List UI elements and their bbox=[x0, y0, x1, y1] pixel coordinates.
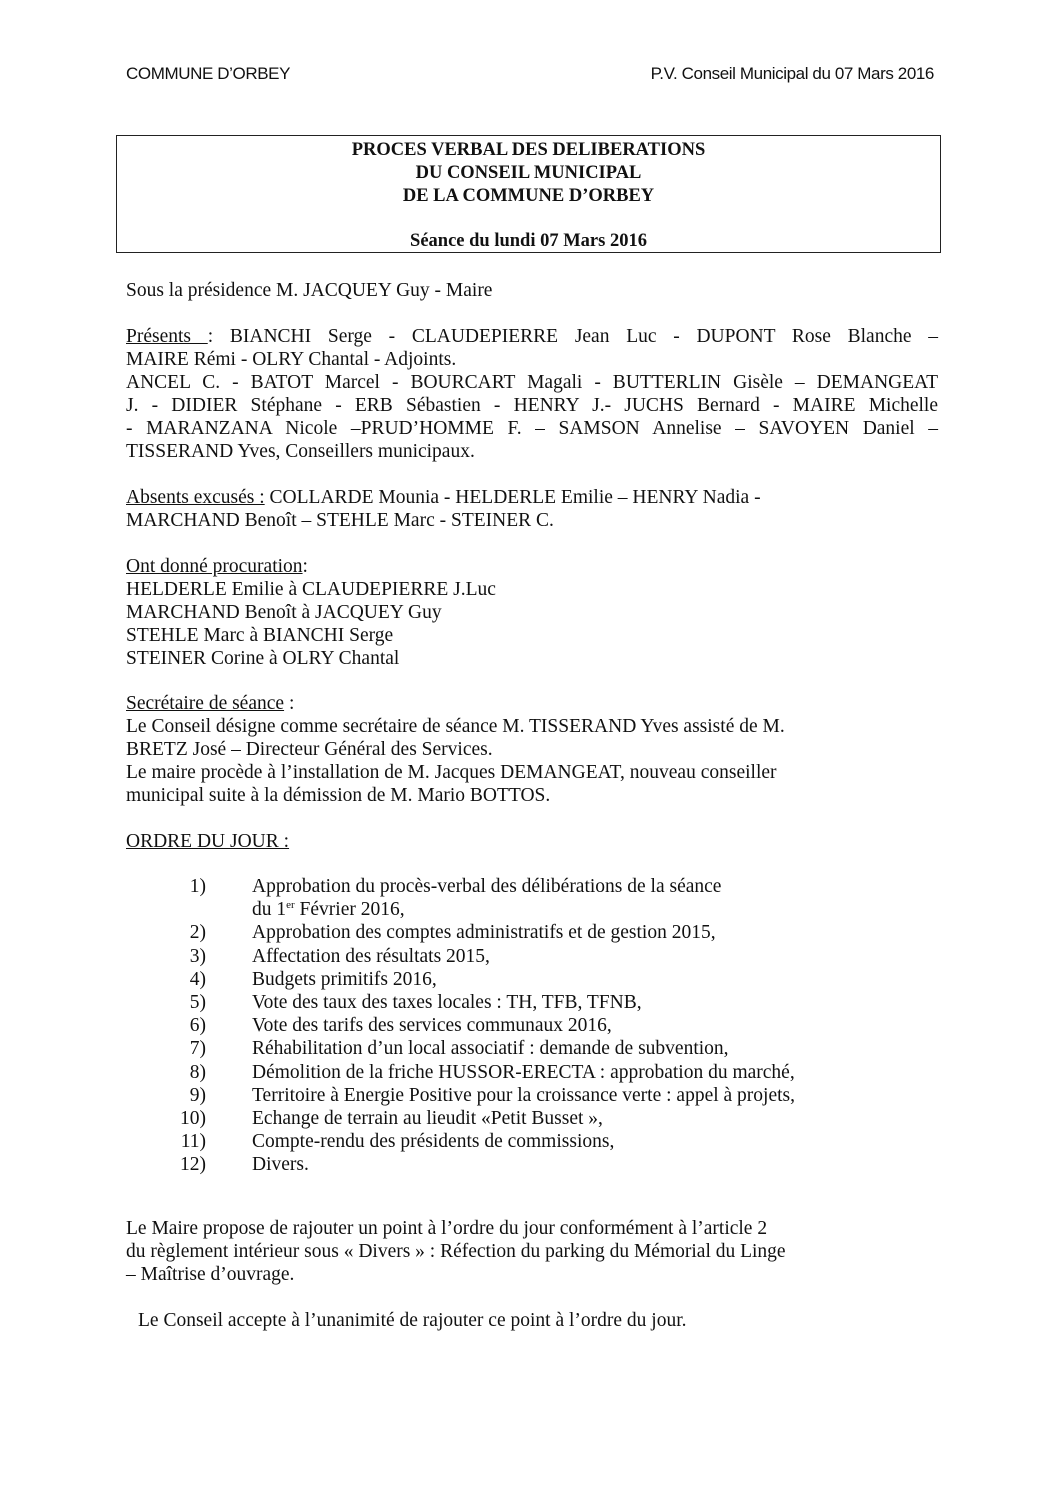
procuration-section bbox=[126, 555, 938, 670]
presents-line: TISSERAND Yves, Conseillers municipaux. bbox=[126, 441, 475, 462]
procuration-item: STEHLE Marc à BIANCHI Serge bbox=[126, 625, 394, 646]
absents-section bbox=[126, 486, 938, 532]
presents-line: J. - DIDIER Stéphane - ERB Sébastien - HENRY J.- JUCHS Bernard - MAIRE Michelle bbox=[126, 395, 938, 416]
ordre-item bbox=[170, 875, 722, 898]
presents-line: : BIANCHI Serge - CLAUDEPIERRE Jean Luc - DUPONT Rose Blanche – bbox=[207, 326, 938, 347]
ordre-item-text: Démolition de la friche HUSSOR-ERECTA : approbation du marché, bbox=[252, 1061, 795, 1083]
ordre-item-text: Réhabilitation d’un local associatif : demande de subvention, bbox=[252, 1038, 729, 1060]
title-line-1: PROCES VERBAL DES DELIBERATIONS bbox=[351, 140, 706, 160]
ordre-item-text: Approbation des comptes administratifs et de gestion 2015, bbox=[252, 922, 716, 944]
title-line-3: DE LA COMMUNE D’ORBEY bbox=[402, 186, 655, 206]
title-box bbox=[116, 135, 941, 253]
presents-label: Présents bbox=[126, 326, 208, 347]
ordre-item bbox=[170, 921, 716, 944]
proposition-line: – Maîtrise d’ouvrage. bbox=[126, 1264, 295, 1285]
title-line-2: DU CONSEIL MUNICIPAL bbox=[415, 163, 642, 183]
ordre-item-text: Vote des taux des taxes locales : TH, TFB, TFNB, bbox=[252, 991, 642, 1013]
ordinal-suffix: er bbox=[286, 899, 295, 912]
presidence bbox=[126, 279, 938, 302]
ordre-item-text: Vote des tarifs des services communaux 2016, bbox=[252, 1015, 612, 1037]
ordre-item-text: Compte-rendu des présidents de commissions, bbox=[252, 1131, 615, 1153]
ordre-item-number: 4) bbox=[189, 968, 206, 990]
secretaire-line: Le maire procède à l’installation de M. Jacques DEMANGEAT, nouveau conseiller bbox=[126, 762, 777, 783]
ordre-item-text: Territoire à Energie Positive pour la croissance verte : appel à projets, bbox=[252, 1084, 795, 1106]
ordre-item bbox=[170, 1014, 612, 1037]
ordre-item bbox=[170, 991, 642, 1014]
ordre-item bbox=[170, 945, 490, 968]
ordre-item-text: Février 2016, bbox=[294, 899, 405, 921]
procuration-item: MARCHAND Benoît à JACQUEY Guy bbox=[126, 602, 442, 623]
proposition-line: du règlement intérieur sous « Divers » : Réfection du parking du Mémorial du Linge bbox=[126, 1241, 786, 1262]
acceptation-paragraph bbox=[138, 1309, 950, 1332]
absents-line: COLLARDE Mounia - HELDERLE Emilie – HENRY Nadia - bbox=[264, 487, 761, 508]
ordre-item-number: 5) bbox=[189, 991, 206, 1013]
proposition-paragraph bbox=[126, 1217, 938, 1286]
ordre-item-number: 11) bbox=[180, 1131, 206, 1153]
ordre-item-text: du 1 bbox=[252, 899, 287, 921]
ordre-item-text: Approbation du procès-verbal des délibérations de la séance bbox=[252, 876, 722, 897]
secretaire-label: Secrétaire de séance bbox=[126, 693, 285, 714]
acceptation-text: Le Conseil accepte à l’unanimité de rajouter ce point à l’ordre du jour. bbox=[138, 1310, 687, 1331]
ordre-item-number: 6) bbox=[189, 1015, 206, 1037]
secretaire-line: BRETZ José – Directeur Général des Services. bbox=[126, 739, 493, 760]
presents-line: - MARANZANA Nicole –PRUD’HOMME F. – SAMSON Annelise – SAVOYEN Daniel – bbox=[126, 418, 938, 439]
secretaire-line: municipal suite à la démission de M. Mario BOTTOS. bbox=[126, 785, 551, 806]
ordre-item bbox=[170, 1084, 795, 1107]
ordre-heading bbox=[126, 830, 938, 853]
ordre-item-text: Affectation des résultats 2015, bbox=[252, 945, 490, 967]
ordre-item bbox=[170, 1107, 603, 1130]
ordre-label: ORDRE DU JOUR : bbox=[126, 831, 290, 852]
presents-line: MAIRE Rémi - OLRY Chantal - Adjoints. bbox=[126, 349, 457, 370]
ordre-item-continuation bbox=[170, 898, 405, 921]
presidence-text: Sous la présidence M. JACQUEY Guy - Maire bbox=[126, 280, 493, 301]
ordre-item-number: 3) bbox=[189, 945, 206, 967]
ordre-item bbox=[170, 1037, 729, 1060]
ordre-item-number: 2) bbox=[189, 922, 206, 944]
header-pv-title: P.V. Conseil Municipal du 07 Mars 2016 bbox=[650, 64, 934, 83]
ordre-item bbox=[170, 968, 437, 991]
procuration-colon: : bbox=[302, 556, 308, 577]
proposition-line: Le Maire propose de rajouter un point à l’ordre du jour conformément à l’article 2 bbox=[126, 1218, 768, 1239]
ordre-item-number: 12) bbox=[180, 1154, 206, 1176]
ordre-item-number: 8) bbox=[189, 1061, 206, 1083]
ordre-item-number: 1) bbox=[189, 876, 206, 897]
ordre-item-number: 9) bbox=[189, 1084, 206, 1106]
header-commune: COMMUNE D’ORBEY bbox=[126, 64, 291, 83]
ordre-item bbox=[170, 1061, 795, 1084]
ordre-item-text: Divers. bbox=[252, 1154, 309, 1176]
procuration-item: STEINER Corine à OLRY Chantal bbox=[126, 648, 400, 669]
presents-section bbox=[126, 325, 938, 463]
ordre-item-number: 7) bbox=[189, 1038, 206, 1060]
ordre-item-text: Budgets primitifs 2016, bbox=[252, 968, 437, 990]
ordre-item bbox=[170, 1130, 615, 1153]
secretaire-colon: : bbox=[284, 693, 295, 714]
procuration-label: Ont donné procuration bbox=[126, 556, 303, 577]
ordre-list bbox=[170, 875, 795, 1176]
procuration-item: HELDERLE Emilie à CLAUDEPIERRE J.Luc bbox=[126, 579, 496, 600]
presents-line: ANCEL C. - BATOT Marcel - BOURCART Magali - BUTTERLIN Gisèle – DEMANGEAT bbox=[126, 372, 938, 393]
session-date: Séance du lundi 07 Mars 2016 bbox=[410, 231, 647, 251]
ordre-item-text: Echange de terrain au lieudit «Petit Busset », bbox=[252, 1107, 603, 1129]
absents-line: MARCHAND Benoît – STEHLE Marc - STEINER C. bbox=[126, 510, 554, 531]
secretaire-line: Le Conseil désigne comme secrétaire de séance M. TISSERAND Yves assisté de M. bbox=[126, 716, 785, 737]
secretaire-section bbox=[126, 692, 938, 807]
ordre-item-number: 10) bbox=[180, 1107, 206, 1129]
absents-label: Absents excusés : bbox=[126, 487, 265, 508]
ordre-item bbox=[170, 1153, 309, 1176]
